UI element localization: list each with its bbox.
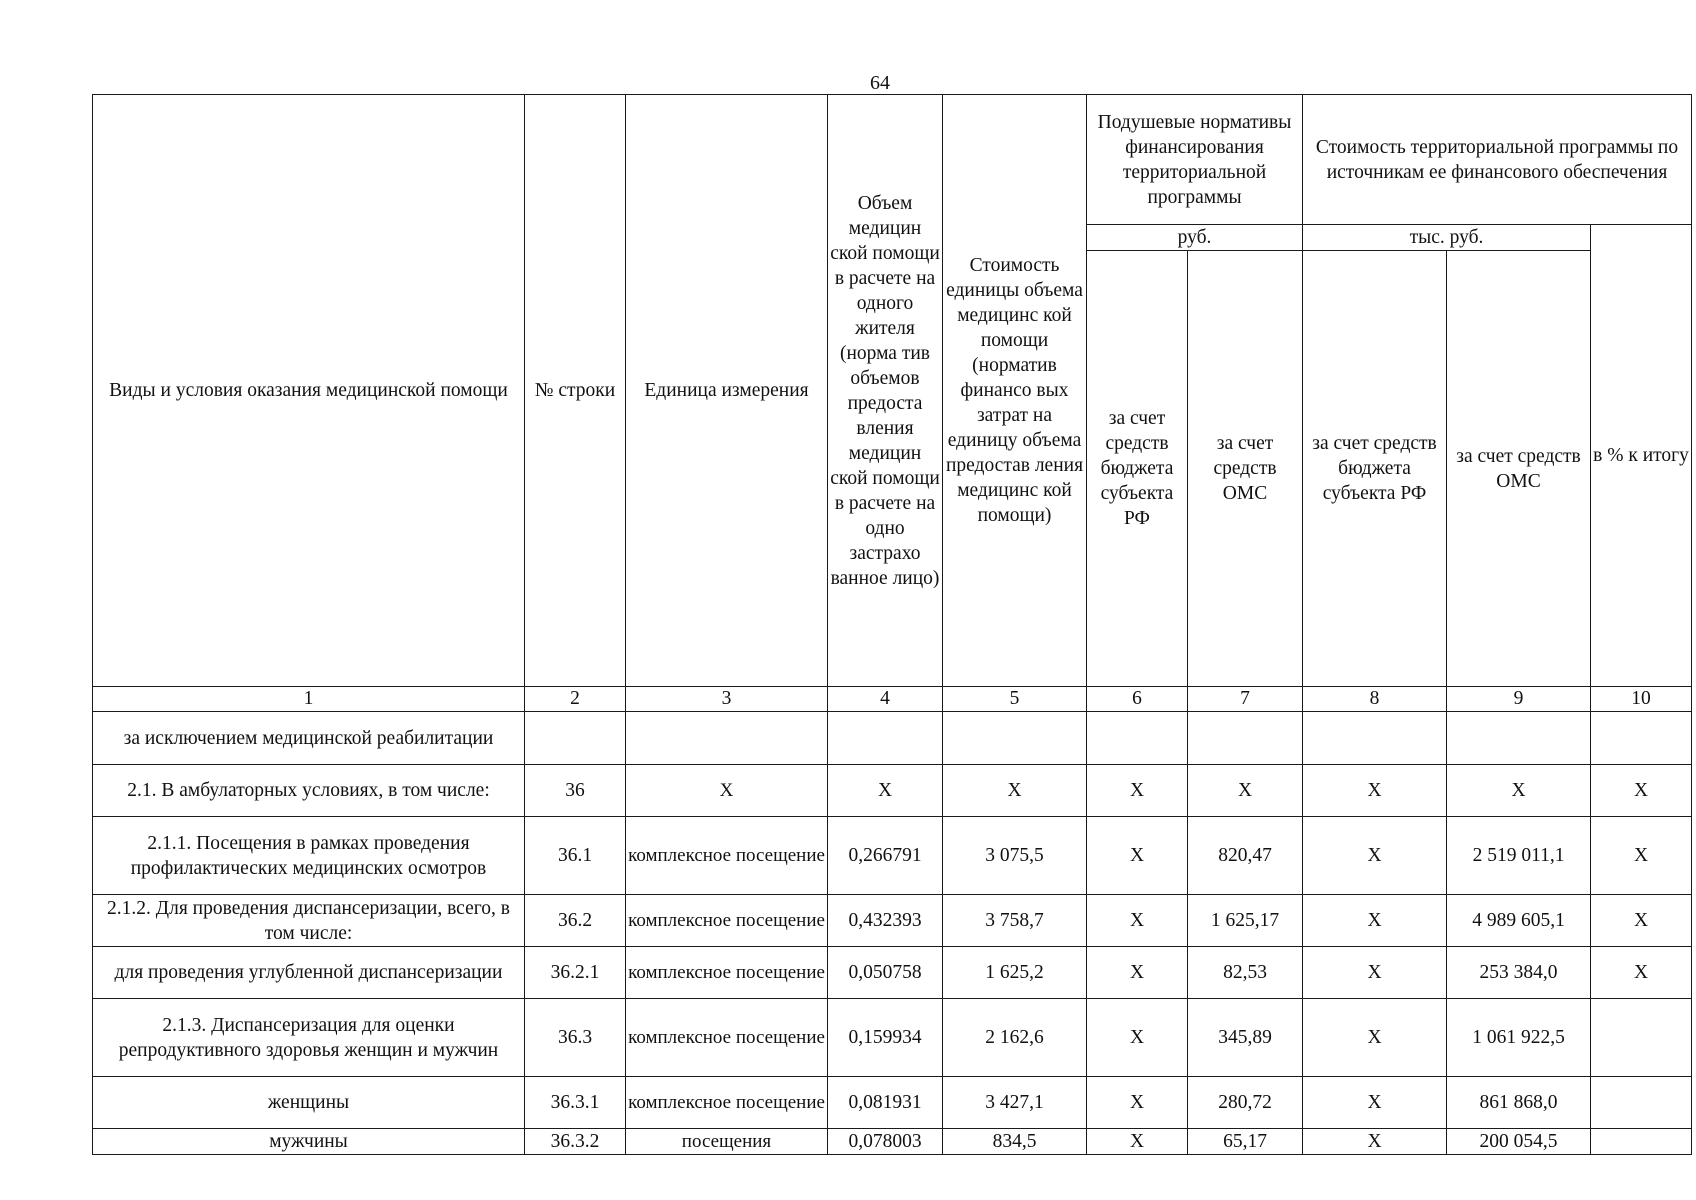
header-cost-oms: за счет средств ОМС xyxy=(1447,251,1591,687)
row-percent xyxy=(1591,1129,1692,1155)
column-number: 7 xyxy=(1188,687,1303,712)
row-pc-oms xyxy=(1188,712,1303,765)
medical-care-table xyxy=(92,94,1692,1155)
table-row xyxy=(93,712,1692,765)
row-cost-budget: X xyxy=(1303,817,1447,895)
row-volume xyxy=(828,712,943,765)
header-line-number: № строки xyxy=(525,95,626,687)
row-unit-cost: 2 162,6 xyxy=(943,999,1087,1077)
row-cost-oms: 200 054,5 xyxy=(1447,1129,1591,1155)
column-number: 10 xyxy=(1591,687,1692,712)
row-unit: X xyxy=(626,765,828,817)
row-pc-oms: 82,53 xyxy=(1188,947,1303,999)
row-pc-oms: 1 625,17 xyxy=(1188,895,1303,947)
row-unit-cost: 834,5 xyxy=(943,1129,1087,1155)
row-name: 2.1.1. Посещения в рамках проведения профилактических медицинских осмотров xyxy=(93,817,525,895)
row-cost-oms xyxy=(1447,712,1591,765)
row-unit: комплексное посещение xyxy=(626,895,828,947)
header-unit-cost: Стоимость единицы объема медицинс кой помощи (норматив финансо вых затрат на единицу объема предостав ления медицинс кой помощи) xyxy=(943,95,1087,687)
row-percent xyxy=(1591,999,1692,1077)
row-name: 2.1.2. Для проведения диспансеризации, всего, в том числе: xyxy=(93,895,525,947)
row-cost-budget: X xyxy=(1303,765,1447,817)
row-line: 36.3.1 xyxy=(525,1077,626,1129)
table-row xyxy=(93,817,1692,895)
row-name: для проведения углубленной диспансеризации xyxy=(93,947,525,999)
table-row xyxy=(93,999,1692,1077)
row-pc-budget: X xyxy=(1087,895,1188,947)
row-line: 36.3 xyxy=(525,999,626,1077)
row-cost-oms: X xyxy=(1447,765,1591,817)
table-row xyxy=(93,1077,1692,1129)
row-percent xyxy=(1591,1077,1692,1129)
table-row xyxy=(93,1129,1692,1155)
row-cost-budget: X xyxy=(1303,947,1447,999)
row-pc-oms: X xyxy=(1188,765,1303,817)
row-line: 36.2.1 xyxy=(525,947,626,999)
row-unit: комплексное посещение xyxy=(626,817,828,895)
row-unit-cost: X xyxy=(943,765,1087,817)
row-cost-budget: X xyxy=(1303,895,1447,947)
row-unit-cost: 3 075,5 xyxy=(943,817,1087,895)
row-cost-budget: X xyxy=(1303,1129,1447,1155)
row-unit-cost: 3 758,7 xyxy=(943,895,1087,947)
table-row xyxy=(93,765,1692,817)
row-name: мужчины xyxy=(93,1129,525,1155)
row-cost-oms: 861 868,0 xyxy=(1447,1077,1591,1129)
page-number: 64 xyxy=(870,72,890,94)
column-number: 2 xyxy=(525,687,626,712)
row-unit-cost xyxy=(943,712,1087,765)
column-numbers-row xyxy=(93,687,1692,712)
row-unit: посещения xyxy=(626,1129,828,1155)
row-volume: 0,050758 xyxy=(828,947,943,999)
row-line: 36 xyxy=(525,765,626,817)
row-percent: X xyxy=(1591,895,1692,947)
row-volume: 0,159934 xyxy=(828,999,943,1077)
table-row xyxy=(93,895,1692,947)
row-line: 36.1 xyxy=(525,817,626,895)
row-name: за исключением медицинской реабилитации xyxy=(93,712,525,765)
row-unit: комплексное посещение xyxy=(626,999,828,1077)
row-volume: 0,078003 xyxy=(828,1129,943,1155)
row-cost-budget: X xyxy=(1303,999,1447,1077)
column-number: 4 xyxy=(828,687,943,712)
row-cost-budget xyxy=(1303,712,1447,765)
row-line: 36.3.2 xyxy=(525,1129,626,1155)
row-pc-budget: X xyxy=(1087,947,1188,999)
row-volume: X xyxy=(828,765,943,817)
header-unit-rub: руб. xyxy=(1087,225,1303,251)
row-pc-budget: X xyxy=(1087,1129,1188,1155)
header-types-conditions: Виды и условия оказания медицинской помощи xyxy=(93,95,525,687)
header-percent: в % к итогу xyxy=(1591,225,1692,687)
row-name: 2.1.3. Диспансеризация для оценки репродуктивного здоровья женщин и мужчин xyxy=(93,999,525,1077)
row-percent: X xyxy=(1591,947,1692,999)
row-line: 36.2 xyxy=(525,895,626,947)
header-pc-oms: за счет средств ОМС xyxy=(1188,251,1303,687)
header-pc-budget: за счет средств бюджета субъекта РФ xyxy=(1087,251,1188,687)
header-unit: Единица измерения xyxy=(626,95,828,687)
row-volume: 0,266791 xyxy=(828,817,943,895)
table-row xyxy=(93,947,1692,999)
header-unit-thousand-rub: тыс. руб. xyxy=(1303,225,1591,251)
header-volume: Объем медицин ской помощи в расчете на одного жителя (норма тив объемов предоста вления медицин ской помощи в расчете на одно застрахо ванное лицо) xyxy=(828,95,943,687)
row-cost-oms: 1 061 922,5 xyxy=(1447,999,1591,1077)
row-volume: 0,081931 xyxy=(828,1077,943,1129)
row-pc-oms: 65,17 xyxy=(1188,1129,1303,1155)
header-cost-budget: за счет средств бюджета субъекта РФ xyxy=(1303,251,1447,687)
header-per-capita-group: Подушевые нормативы финансирования территориальной программы xyxy=(1087,95,1303,225)
row-pc-oms: 820,47 xyxy=(1188,817,1303,895)
column-number: 3 xyxy=(626,687,828,712)
row-unit-cost: 1 625,2 xyxy=(943,947,1087,999)
row-pc-budget: X xyxy=(1087,765,1188,817)
row-unit-cost: 3 427,1 xyxy=(943,1077,1087,1129)
row-pc-budget: X xyxy=(1087,1077,1188,1129)
header-cost-group: Стоимость территориальной программы по источникам ее финансового обеспечения xyxy=(1303,95,1692,225)
row-percent xyxy=(1591,712,1692,765)
row-unit: комплексное посещение xyxy=(626,947,828,999)
row-line xyxy=(525,712,626,765)
row-pc-budget: X xyxy=(1087,999,1188,1077)
row-pc-budget xyxy=(1087,712,1188,765)
column-number: 5 xyxy=(943,687,1087,712)
column-number: 1 xyxy=(93,687,525,712)
row-cost-oms: 4 989 605,1 xyxy=(1447,895,1591,947)
row-name: женщины xyxy=(93,1077,525,1129)
row-pc-budget: X xyxy=(1087,817,1188,895)
column-number: 9 xyxy=(1447,687,1591,712)
row-percent: X xyxy=(1591,817,1692,895)
row-unit: комплексное посещение xyxy=(626,1077,828,1129)
column-number: 8 xyxy=(1303,687,1447,712)
row-cost-oms: 2 519 011,1 xyxy=(1447,817,1591,895)
row-unit xyxy=(626,712,828,765)
row-name: 2.1. В амбулаторных условиях, в том числе: xyxy=(93,765,525,817)
row-pc-oms: 345,89 xyxy=(1188,999,1303,1077)
row-cost-oms: 253 384,0 xyxy=(1447,947,1591,999)
row-percent: X xyxy=(1591,765,1692,817)
column-number: 6 xyxy=(1087,687,1188,712)
row-cost-budget: X xyxy=(1303,1077,1447,1129)
row-pc-oms: 280,72 xyxy=(1188,1077,1303,1129)
row-volume: 0,432393 xyxy=(828,895,943,947)
